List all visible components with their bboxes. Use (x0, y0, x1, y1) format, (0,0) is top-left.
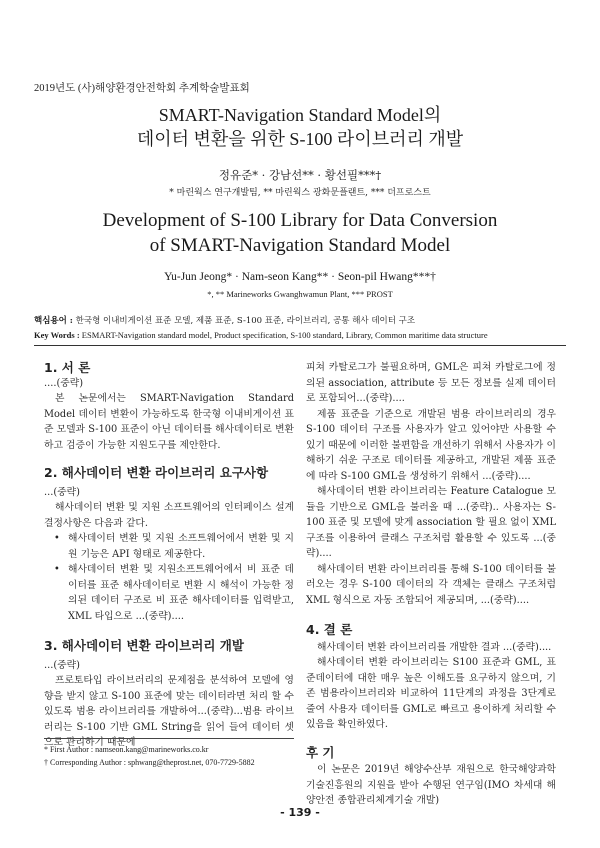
acknowledgement-heading: 후 기 (306, 744, 335, 760)
header-rule (34, 345, 566, 346)
korean-affiliations: * 마린웍스 연구개발팀, ** 마린웍스 광화문플랜트, *** 더프로스트 (169, 188, 431, 198)
keywords-english (34, 330, 488, 341)
right-paragraph-1: 피쳐 카탈로그가 불필요하며, GML은 피쳐 카탈로그에 정의된 association, attribute 등 모든 정보를 실제 데이터로 포함되어...(중략).... (306, 362, 556, 404)
requirement-item: • 해사데이터 변환 및 지원소프트웨어에서 비 표준 데이터를 표준 해사데이터로 변환 시 해석이 가능한 정의된 데이터 구조로 비 표준 해사데이터를 입력받고, XML 타입으로 ...(중략).... (68, 562, 294, 624)
footnote-first-author: * First Author : namseon.kang@marineworks.co.kr (44, 745, 209, 754)
right-column (306, 360, 556, 809)
conference-header: 2019년도 (사)해양환경안전학회 추계학술발표회 (34, 83, 250, 94)
acknowledgement-paragraph: 이 논문은 2019년 해양수산부 재원으로 한국해양과학기술진흥원의 지원을 받아 수행된 연구임(IMO 차세대 해양안전 종합관리체계기술 개발) (306, 764, 556, 806)
section-3-omission: ...(중략) (44, 659, 80, 671)
keywords-korean (34, 316, 415, 327)
footnote-corresponding-author: † Corresponding Author : sphwang@theprost.net, 070-7729-5882 (44, 758, 255, 767)
right-paragraph-2: 제품 표준을 기준으로 개발된 범용 라이브러리의 경우 S-100 데이터 구조를 사용자가 알고 있어야만 사용할 수 있기 때문에 이러한 불편함을 개선하기 위해서 사용자가 이해하기 쉬운 구조로 데이터를 제공하고, 개발된 제품 표준에 따라 S-100 GML을 생성하기 위해서 ...(중략).... (306, 408, 556, 482)
requirements-list (44, 531, 294, 624)
section-1-paragraph: 본 논문에서는 SMART-Navigation Standard Model 데이터 변환이 가능하도록 한국형 이내비게이션 표준 모델과 S-100 표준이 아닌 데이터를 해사데이터로 변환하고 검증이 가능한 지원도구를 제안한다. (44, 393, 294, 451)
page-number: - 139 - (280, 806, 320, 819)
section-2-paragraph: 해사데이터 변환 및 지원 소프트웨어의 인터페이스 설계 결정사항은 다음과 같다. (44, 502, 294, 529)
section-4-heading: 4. 결 론 (306, 622, 353, 637)
section-2-omission: ...(중략) (44, 486, 80, 498)
section-4-paragraph-1: 해사데이터 변환 라이브러리를 개발한 결과 ...(중략).... (317, 641, 552, 653)
section-3-paragraph: 프로토타입 라이브러리의 문제점을 분석하여 모델에 영향을 받지 않고 S-100 표준에 맞는 데이터라면 처리 할 수 있도록 범용 라이브러리를 개발하여...(중략)...범용 라이브러리는 S-100 기반 GML String을 읽어 들여 데이터 셋으로 관리하기 때문에 (44, 675, 294, 748)
english-affiliations: *, ** Marineworks Gwanghwamun Plant, *** PROST (207, 289, 393, 299)
korean-title-line1: SMART-Navigation Standard Model의 (158, 105, 442, 125)
section-4-paragraph-2: 해사데이터 변환 라이브러리는 S100 표준과 GML, 표준데이터에 대한 매우 높은 이해도를 요구하지 않으며, 기존 범용라이브러리와 비교하여 11단계의 과정을 3단계로 줄여 사용자 데이터를 GML로 빠르고 용이하게 처리할 수 있음을 확인하였다. (306, 657, 556, 730)
right-paragraph-4: 해사데이터 변환 라이브러리를 통해 S-100 데이터를 불러오는 경우 S-100 데이터의 각 객체는 클래스 구조처럼 XML 형식으로 자동 조합되어 제공되며, ...(중략).... (306, 563, 556, 606)
section-3-heading: 3. 해사데이터 변환 라이브러리 개발 (44, 638, 244, 653)
keywords-english-text: ESMART-Navigation standard model, Product specification, S-100 standard, Library, Common maritime data structure (81, 330, 488, 340)
keywords-english-label: Key Words : (34, 330, 80, 340)
keywords-korean-label: 핵심용어 : (34, 316, 73, 326)
english-title-line1: Development of S-100 Library for Data Conversion (102, 210, 498, 231)
right-paragraph-3: 해사데이터 변환 라이브러리는 Feature Catalogue 모듈을 기반으로 GML을 불러올 때 ...(중략).. 사용자는 S-100 표준 및 모델에 맞게 association 할 필요 없이 XML 구조를 이용하여 클래스 구조처럼 활용할 수 있도록 ...(중략).... (306, 486, 556, 559)
korean-title-line2: 데이터 변환을 위한 S-100 라이브러리 개발 (136, 129, 464, 149)
english-title-line2: of SMART-Navigation Standard Model (149, 235, 451, 256)
requirement-item: • 해사데이터 변환 및 지원 소프트웨어에서 변환 및 지원 기능은 API 형태로 제공한다. (68, 531, 294, 562)
section-1-heading: 1. 서 론 (44, 360, 91, 375)
korean-authors: 정유준* · 강남선** · 황선필***† (218, 168, 382, 182)
keywords-korean-text: 한국형 이내비게이션 표준 모델, 제품 표준, S-100 표준, 라이브러리, 공통 해사 데이터 구조 (75, 316, 416, 326)
section-2-heading: 2. 해사데이터 변환 라이브러리 요구사항 (44, 465, 269, 480)
left-column (44, 360, 294, 751)
section-1-omission: ....(중략) (44, 377, 84, 389)
footnote-rule (44, 738, 294, 739)
english-authors: Yu-Jun Jeong* · Nam-seon Kang** · Seon-pil Hwang***† (164, 271, 436, 283)
